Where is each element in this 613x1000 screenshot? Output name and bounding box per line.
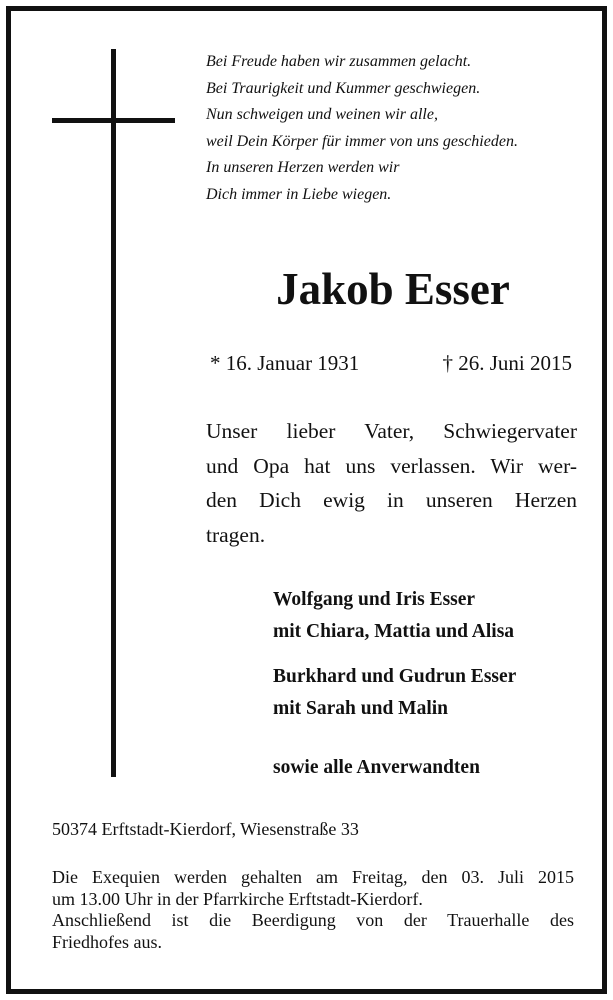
birth-date: * 16. Januar 1931	[210, 351, 360, 375]
service-line: um 13.00 Uhr in der Pfarrkirche Erftstadt-Kierdorf.	[52, 888, 423, 909]
service-line: Die Exequien werden gehalten am Freitag, den 03. Juli 2015	[52, 867, 574, 887]
life-dates	[210, 349, 572, 377]
poem-line: Bei Traurigkeit und Kummer geschwiegen.	[206, 79, 481, 97]
address: 50374 Erftstadt-Kierdorf, Wiesenstraße 33	[52, 819, 359, 839]
message-line: den Dich ewig in unseren Herzen	[206, 488, 577, 512]
service-line: Anschließend ist die Beerdigung von der Trauerhalle des	[52, 910, 574, 931]
message-line: tragen.	[206, 522, 266, 547]
message-text	[206, 414, 577, 552]
family-line: mit Sarah und Malin	[273, 697, 448, 719]
obituary-frame	[6, 6, 607, 994]
message-line: Unser lieber Vater, Schwiegervater	[206, 419, 577, 443]
family-line: Wolfgang und Iris Esser	[273, 589, 476, 610]
poem	[206, 49, 518, 209]
service-line: Friedhofes aus.	[52, 931, 162, 952]
deceased-name: Jakob Esser	[276, 264, 510, 314]
poem-line: weil Dein Körper für immer von uns geschieden.	[206, 132, 518, 150]
family-closing: sowie alle Anverwandten	[273, 757, 480, 778]
message-line: und Opa hat uns verlassen. Wir wer-	[206, 453, 577, 478]
cross-icon-vertical	[111, 49, 116, 777]
poem-line: In unseren Herzen werden wir	[206, 159, 400, 177]
family-group-1	[273, 584, 514, 647]
family-line: mit Chiara, Mattia und Alisa	[273, 620, 515, 642]
service-info	[52, 867, 574, 953]
cross-icon-horizontal	[52, 118, 175, 123]
poem-line: Bei Freude haben wir zusammen gelacht.	[206, 53, 472, 70]
poem-line: Nun schweigen und weinen wir alle,	[206, 106, 438, 124]
family-group-2	[273, 661, 516, 724]
poem-line: Dich immer in Liebe wiegen.	[206, 185, 392, 203]
family-line: Burkhard und Gudrun Esser	[273, 666, 517, 687]
death-date: † 26. Juni 2015	[442, 351, 572, 375]
